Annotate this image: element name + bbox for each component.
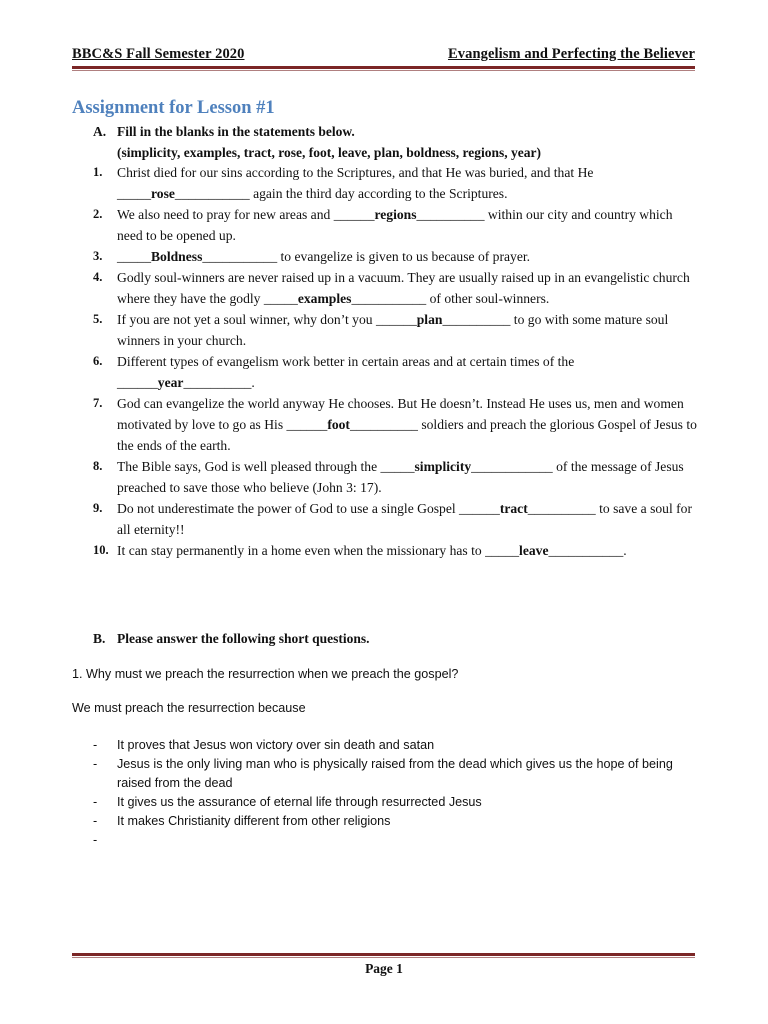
page-number: Page 1: [365, 961, 403, 976]
fill-in-item: [93, 204, 701, 246]
item-text: [117, 498, 701, 540]
fill-in-item: [93, 498, 701, 540]
section-b-label: B.: [93, 631, 106, 646]
item-text-after: .: [623, 543, 627, 558]
blank-underline: __________: [527, 501, 596, 516]
item-text: [117, 393, 701, 456]
item-text-before: Different types of evangelism work better in certain areas and at certain times of the: [117, 354, 575, 369]
item-text-before: If you are not yet a soul winner, why don’t you: [117, 312, 376, 327]
assignment-title: Assignment for Lesson #1: [72, 98, 275, 118]
bullet-item: [93, 831, 693, 850]
item-number: 6.: [93, 354, 103, 368]
blank-underline: _____: [380, 459, 415, 474]
blank-answer: leave: [519, 543, 549, 558]
section-b-heading: Please answer the following short questions.: [117, 631, 370, 646]
fill-in-list: [93, 162, 701, 561]
blank-underline: _____: [485, 543, 520, 558]
item-number: 2.: [93, 207, 103, 221]
header-rule-thin: [72, 70, 695, 71]
bullet-text: Jesus is the only living man who is physically raised from the dead which gives us the hope of being raised from the dead: [117, 757, 673, 790]
item-text-after: within our city and country which need to be opened up.: [117, 207, 673, 243]
item-number: 3.: [93, 249, 103, 263]
item-text-before: Christ died for our sins according to the Scriptures, and that He was buried, and that He: [117, 165, 594, 180]
item-text-after: to save a soul for all eternity!!: [117, 501, 692, 537]
item-text: [117, 351, 701, 393]
blank-underline: ______: [333, 207, 375, 222]
blank-underline: ___________: [174, 186, 250, 201]
blank-answer: examples: [297, 291, 352, 306]
item-number: 7.: [93, 396, 103, 410]
section-a-heading: Fill in the blanks in the statements below.: [117, 124, 355, 139]
bullet-dash: -: [93, 814, 98, 828]
item-text: [117, 204, 701, 246]
fill-in-item: [93, 246, 701, 267]
fill-in-item: [93, 540, 701, 561]
item-text-before: Godly soul-winners are never raised up in a vacuum. They are usually raised up in an evangelistic church where they have the godly: [117, 270, 690, 306]
bullet-item: [93, 793, 693, 812]
item-text: [117, 246, 701, 267]
item-text: [117, 267, 701, 309]
blank-underline: ______: [117, 375, 158, 390]
blank-answer: rose: [150, 186, 175, 201]
bullet-item: [93, 755, 693, 793]
item-text-before: We also need to pray for new areas and: [117, 207, 334, 222]
item-text: [117, 540, 701, 561]
item-number: 1.: [93, 165, 103, 179]
blank-answer: year: [157, 375, 184, 390]
bullet-dash: -: [93, 757, 98, 771]
blank-answer: plan: [416, 312, 443, 327]
fill-in-item: [93, 351, 701, 393]
fill-in-item: [93, 162, 701, 204]
item-text-after: of the message of Jesus preached to save those who believe (John 3: 17).: [117, 459, 684, 495]
blank-answer: simplicity: [414, 459, 472, 474]
item-text-before: The Bible says, God is well pleased through the: [117, 459, 381, 474]
blank-answer: tract: [499, 501, 528, 516]
answer-bullets: [93, 736, 693, 850]
blank-underline: ______: [286, 417, 328, 432]
item-number: 10.: [93, 543, 109, 557]
blank-underline: ______: [375, 312, 417, 327]
blank-answer: foot: [327, 417, 350, 432]
item-text: [117, 456, 701, 498]
blank-underline: _____: [117, 249, 151, 264]
fill-in-item: [93, 393, 701, 456]
header-subject: Evangelism and Perfecting the Believer: [447, 46, 695, 62]
blank-underline: __________: [349, 417, 418, 432]
item-text-after: to go with some mature soul winners in your church.: [117, 312, 669, 348]
bullet-dash: -: [93, 738, 98, 752]
header-rule: [72, 66, 695, 69]
answer-lead: We must preach the resurrection because: [72, 701, 306, 715]
blank-underline: __________: [183, 375, 252, 390]
blank-underline: _____: [117, 186, 151, 201]
blank-underline: __________: [416, 207, 485, 222]
fill-in-item: [93, 267, 701, 309]
item-text-after: again the third day according to the Scriptures.: [249, 186, 508, 201]
bullet-text: It proves that Jesus won victory over sin death and satan: [117, 738, 435, 752]
bullet-text: It makes Christianity different from other religions: [117, 814, 391, 828]
header-course: BBC&S Fall Semester 2020: [72, 46, 245, 62]
footer-rule: [72, 953, 695, 956]
item-text-before: Do not underestimate the power of God to use a single Gospel: [117, 501, 460, 516]
bullet-item: [93, 736, 693, 755]
item-number: 4.: [93, 270, 103, 284]
section-a: [93, 122, 541, 163]
footer-rule-thin: [72, 957, 695, 958]
section-b: [93, 631, 370, 647]
section-a-label: A.: [93, 124, 107, 139]
item-text-after: .: [251, 375, 255, 390]
bullet-dash: -: [93, 795, 98, 809]
item-text: [117, 309, 701, 351]
blank-underline: ___________: [202, 249, 278, 264]
item-text-after: of other soul-winners.: [426, 291, 550, 306]
fill-in-item: [93, 456, 701, 498]
blank-underline: ___________: [548, 543, 624, 558]
blank-underline: ____________: [471, 459, 553, 474]
blank-answer: regions: [374, 207, 417, 222]
item-number: 8.: [93, 459, 103, 473]
item-number: 5.: [93, 312, 103, 326]
blank-underline: ______: [459, 501, 500, 516]
blank-underline: __________: [442, 312, 511, 327]
blank-underline: ___________: [351, 291, 427, 306]
item-text-before: It can stay permanently in a home even when the missionary has to: [117, 543, 486, 558]
item-text-after: soldiers and preach the glorious Gospel of Jesus to the ends of the earth.: [117, 417, 697, 453]
blank-answer: Boldness: [150, 249, 203, 264]
bullet-text: It gives us the assurance of eternal life through resurrected Jesus: [117, 795, 482, 809]
fill-in-item: [93, 309, 701, 351]
word-bank: (simplicity, examples, tract, rose, foot, leave, plan, boldness, regions, year): [117, 145, 541, 160]
blank-underline: _____: [263, 291, 298, 306]
bullet-item: [93, 812, 693, 831]
item-text-after: to evangelize is given to us because of prayer.: [277, 249, 531, 264]
bullet-dash: -: [93, 833, 98, 847]
question-1: 1. Why must we preach the resurrection when we preach the gospel?: [72, 667, 459, 681]
item-number: 9.: [93, 501, 103, 515]
item-text-before: God can evangelize the world anyway He chooses. But He doesn’t. Instead He uses us, men and women motivated by love to go as His: [117, 396, 684, 432]
item-text: [117, 162, 701, 204]
page-header: [72, 46, 695, 63]
